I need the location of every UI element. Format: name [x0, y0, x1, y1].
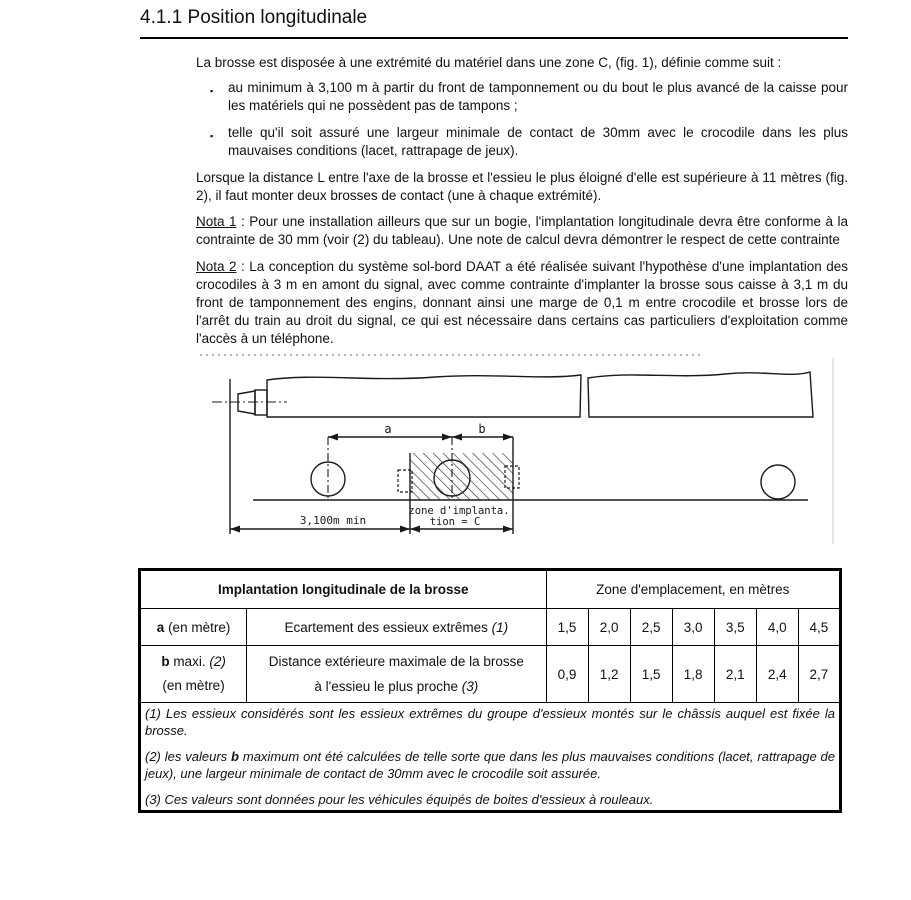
footnote-2-symbol: b — [231, 749, 239, 764]
figure-train-drawing — [195, 354, 855, 550]
row-b-ref: (2) — [209, 654, 226, 669]
value-cell: 4,5 — [798, 609, 840, 646]
footnote-3: (3) Ces valeurs sont données pour les véhicules équipés de boites d'essieux à rouleaux. — [145, 792, 654, 807]
value-cell: 2,4 — [756, 646, 798, 703]
row-b-desc-ref: (3) — [461, 679, 479, 694]
value-cell: 4,0 — [756, 609, 798, 646]
value-cell: 2,7 — [798, 646, 840, 703]
bullet-list — [196, 79, 848, 160]
value-cell: 3,5 — [714, 609, 756, 646]
header-implantation: Implantation longitudinale de la brosse — [140, 570, 547, 609]
value-cell: 3,0 — [672, 609, 714, 646]
list-item — [196, 79, 848, 115]
bullet-text: telle qu'il soit assuré une largeur minimale de contact de 30mm avec le crocodile dans les plus mauvaises conditions (lacet, rattrapage de jeux). — [228, 125, 848, 158]
row-a-label — [140, 609, 247, 646]
value-cell: 2,5 — [630, 609, 672, 646]
intro-paragraph: La brosse est disposée à une extrémité du matériel dans une zone C, (fig. 1), définie comme suit : — [196, 55, 782, 70]
row-b-description — [247, 646, 546, 703]
bullet-icon: ▪ — [210, 86, 214, 96]
value-cell: 2,1 — [714, 646, 756, 703]
header-zone: Zone d'emplacement, en mètres — [546, 570, 840, 609]
zone-label-line1: zone d'implanta. — [408, 505, 510, 517]
value-cell: 1,8 — [672, 646, 714, 703]
row-a-description — [247, 609, 546, 646]
nota2-text: : La conception du système sol-bord DAAT a été réalisée suivant l'hypothèse d'une implantation des crocodiles à 3 m en amont du signal, avec comme contrainte d'implanter la brosse sous caisse à 3,1 m du front de tamponnement des engins, donnant ainsi une marge de 0,1 m entre crocodile et brosse lors de l'arrêt du train au droit du signal, ce qui est nécessaire dans certains cas particuliers d'exploitation comme l'accès à un téléphone. — [196, 259, 848, 346]
min-distance-label: 3,100m min — [299, 514, 367, 527]
footnote-2-post: maximum ont été calculées de telle sorte que dans les plus mauvaises conditions (lacet, rattrapage de jeux), une largeur minimale de contact de 30mm avec le crocodile soit assurée. — [145, 749, 836, 781]
value-cell: 0,9 — [546, 646, 588, 703]
section-title: 4.1.1 Position longitudinale — [140, 6, 848, 39]
table-footnotes-row — [140, 703, 841, 812]
drawing-lines — [212, 372, 813, 534]
value-cell: 1,5 — [546, 609, 588, 646]
nota1-label: Nota 1 — [196, 214, 237, 229]
row-a-symbol: a — [156, 619, 165, 635]
distance-paragraph: Lorsque la distance L entre l'axe de la brosse et l'essieu le plus éloigné d'elle est supérieure à 11 mètres (fig. 2), il faut monter deux brosses de contact (une à chaque extrémité). — [196, 170, 848, 203]
row-a-desc-text: Ecartement des essieux extrêmes — [284, 619, 492, 635]
dim-b-label: b — [478, 422, 486, 436]
row-b-maxi: maxi. — [169, 654, 210, 669]
footnote-2 — [145, 748, 835, 782]
list-item — [196, 124, 848, 160]
row-b-label — [140, 646, 247, 703]
value-cell: 1,5 — [630, 646, 672, 703]
row-b-desc-line1: Distance extérieure maximale de la brosse — [268, 654, 524, 669]
body-content — [196, 54, 848, 348]
nota1-paragraph — [196, 213, 848, 249]
bullet-text: au minimum à 3,100 m à partir du front de tamponnement ou du bout le plus avancé de la caisse pour les matériels qui ne possèdent pas de tampons ; — [228, 80, 848, 113]
nota1-text: : Pour une installation ailleurs que sur un bogie, l'implantation longitudinale devra être conforme à la contrainte de 30 mm (voir (2) du tableau). Une note de calcul devra démontrer le respect de cette contrainte — [196, 214, 848, 247]
table-row-a — [140, 609, 841, 646]
value-cell: 2,0 — [588, 609, 630, 646]
dim-a-label: a — [384, 422, 392, 436]
row-a-unit: (en mètre) — [164, 619, 231, 635]
row-b-desc-line2: à l'essieu le plus proche — [314, 679, 462, 694]
table-row-b — [140, 646, 841, 703]
zone-label-line2: tion = C — [429, 516, 481, 528]
table-header-row — [140, 570, 841, 609]
footnotes-cell — [140, 703, 841, 812]
bullet-icon: ▪ — [210, 131, 214, 141]
implantation-table — [138, 568, 842, 813]
row-a-ref: (1) — [491, 619, 509, 635]
nota2-paragraph — [196, 258, 848, 348]
row-b-unit: (en mètre) — [162, 678, 225, 693]
value-cell: 1,2 — [588, 646, 630, 703]
footnote-1: (1) Les essieux considérés sont les essieux extrêmes du groupe d'essieux montés sur le châssis auquel est fixée la brosse. — [145, 706, 835, 738]
nota2-label: Nota 2 — [196, 259, 237, 274]
row-b-symbol: b — [161, 654, 170, 669]
footnote-2-pre: (2) les valeurs — [145, 749, 232, 764]
